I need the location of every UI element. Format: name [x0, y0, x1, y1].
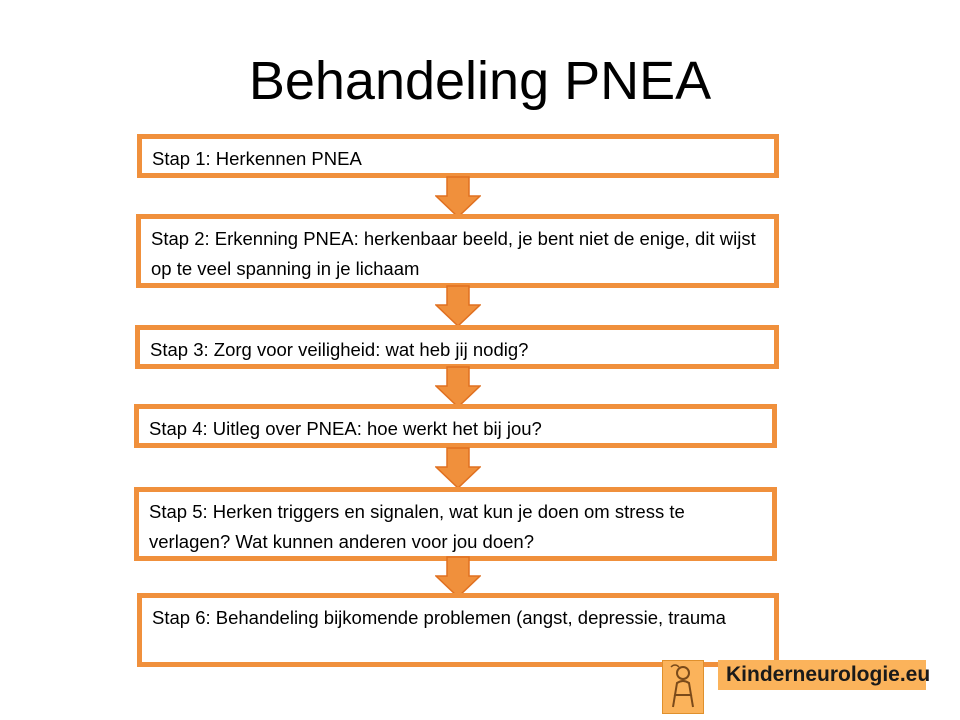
step-4-box: Stap 4: Uitleg over PNEA: hoe werkt het bij jou? [134, 404, 777, 448]
logo-mark [662, 660, 704, 714]
step-2-box: Stap 2: Erkenning PNEA: herkenbaar beeld, je bent niet de enige, dit wijst op te veel spanning in je lichaam [136, 214, 779, 288]
page-title: Behandeling PNEA [248, 51, 712, 111]
arrow-down-icon [435, 285, 481, 327]
arrow-down-icon [435, 176, 481, 218]
arrow-down-icon [435, 447, 481, 489]
step-6-box: Stap 6: Behandeling bijkomende problemen (angst, depressie, trauma [137, 593, 779, 667]
step-3-box: Stap 3: Zorg voor veiligheid: wat heb jij nodig? [135, 325, 779, 369]
arrow-down-icon [435, 556, 481, 598]
child-figure-icon [663, 661, 703, 713]
arrow-down-icon [435, 366, 481, 408]
step-5-box: Stap 5: Herken triggers en signalen, wat kun je doen om stress te verlagen? Wat kunnen anderen voor jou doen? [134, 487, 777, 561]
step-1-box: Stap 1: Herkennen PNEA [137, 134, 779, 178]
logo-wordmark: Kinderneurologie.eu [718, 660, 926, 690]
